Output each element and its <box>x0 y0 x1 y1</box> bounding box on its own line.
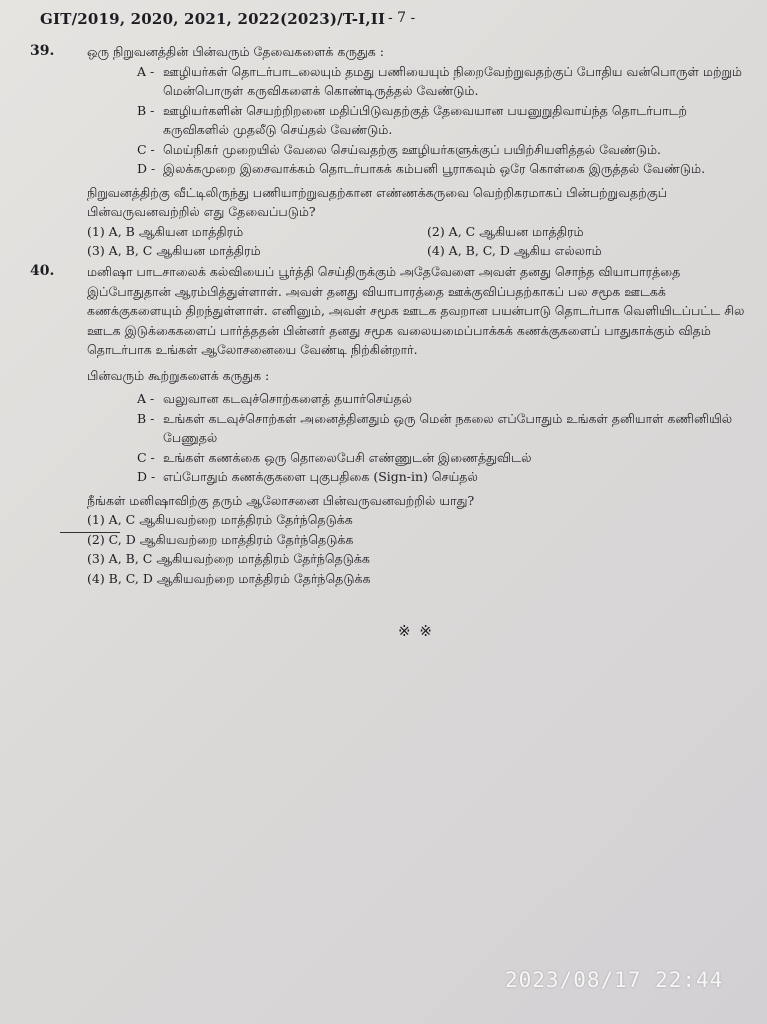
statement-text: உங்கள் கணக்கை ஒரு தொலைபேசி எண்ணுடன் இணைத்துவிடல் <box>163 449 532 465</box>
statement-text: ஊழியர்களின் செயற்றிறனை மதிப்பிடுவதற்குத் தேவையான பயனுறுதிவாய்ந்த தொடர்பாடற் கருவிகளில் முதலீடு செய்தல் வேண்டும். <box>163 102 688 137</box>
statement-d <box>137 467 745 487</box>
question-stem: ஒரு நிறுவனத்தின் பின்வரும் தேவைகளைக் கருதுக : <box>87 44 384 59</box>
answer-option-1[interactable]: (1) A, C ஆகியவற்றை மாத்திரம் தேர்ந்தெடுக்க <box>87 512 353 527</box>
statement-label: B - <box>137 410 155 426</box>
statement-label: D - <box>137 161 156 176</box>
question-stem: மனிஷா பாடசாலைக் கல்வியைப் பூர்த்தி செய்திருக்கும் அதேவேளை அவள் தனது சொந்த வியாபாரத்தை இப்போதுதான் ஆரம்பித்துள்ளாள். அவள் தனது வியாபாரத்தை ஊக்குவிப்பதற்காகப் பல சமூக ஊடகக் கணக்குகளையும் திறந்துள்ளாள். எனினும், அவள் சமூக ஊடக தவறான பயன்பாடு தொடர்பாக வெளியிடப்பட்ட சில ஊடக இடுக்கைகளைப் பார்த்ததன் பின்னர் தனது சமூக வலையமைப்பாக்கக் கணக்குகளைப் பாதுகாக்கும் விதம் தொடர்பாக உங்கள் ஆலோசனையை வேண்டி நிற்கின்றார். <box>87 264 745 357</box>
question-number: 39. <box>30 43 55 59</box>
statement-c <box>137 448 745 468</box>
answer-option-1[interactable]: (1) A, B ஆகியன மாத்திரம் <box>87 223 244 239</box>
answer-option-3[interactable]: (3) A, B, C ஆகியன மாத்திரம் <box>87 243 261 258</box>
paper-code-header: GIT/2019, 2020, 2021, 2022(2023)/T-I,II <box>40 10 386 28</box>
statement-label: B - <box>137 102 155 118</box>
consider-instruction: பின்வரும் கூற்றுகளைக் கருதுக : <box>87 367 270 383</box>
statement-text: ஊழியர்கள் தொடர்பாடலையும் தமது பணியையும் நிறைவேற்றுவதற்குப் போதிய வன்பொருள் மற்றும் மென்பொருள் கருவிகளைக் கொண்டிருத்தல் வேண்டும். <box>163 63 742 98</box>
question-text: நிறுவனத்திற்கு வீட்டிலிருந்து பணியாற்றுவதற்கான எண்ணக்கருவை வெற்றிகரமாகப் பின்பற்றுவதற்குப் பின்வருவனவற்றில் எது தேவைப்படும்? <box>87 184 668 219</box>
statement-text: வலுவான கடவுச்சொற்களைத் தயார்செய்தல் <box>163 391 412 406</box>
photo-timestamp: 2023/08/17 22:44 <box>505 968 724 992</box>
question-39 <box>30 42 745 261</box>
answer-option-3[interactable]: (3) A, B, C ஆகியவற்றை மாத்திரம் தேர்ந்தெடுக்க <box>87 551 370 566</box>
statement-a <box>137 62 745 101</box>
statement-label: A - <box>137 63 155 79</box>
statement-text: உங்கள் கடவுச்சொற்கள் அனைத்தினதும் ஒரு மென் நகலை எப்போதும் உங்கள் தனியாள் கணினியில் பேணுதல் <box>163 410 733 445</box>
answer-option-4[interactable]: (4) A, B, C, D ஆகிய எல்லாம் <box>427 243 602 258</box>
question-40 <box>30 262 745 588</box>
statement-b <box>137 409 745 448</box>
answer-option-2[interactable]: (2) C, D ஆகியவற்றை மாத்திரம் தேர்ந்தெடுக்க <box>87 531 354 547</box>
statement-label: C - <box>137 141 155 157</box>
answer-option-2[interactable]: (2) A, C ஆகியன மாத்திரம் <box>427 223 584 239</box>
statement-a <box>137 389 745 409</box>
statement-b <box>137 101 745 140</box>
statement-label: D - <box>137 469 156 484</box>
page-number: - 7 - <box>388 10 416 26</box>
answer-options <box>87 222 745 261</box>
statement-label: C - <box>137 449 155 465</box>
pencil-underline-mark <box>60 532 120 533</box>
statement-d <box>137 159 745 179</box>
answer-options <box>87 510 745 588</box>
statement-label: A - <box>137 391 155 406</box>
answer-option-4[interactable]: (4) B, C, D ஆகியவற்றை மாத்திரம் தேர்ந்தெடுக்க <box>87 570 371 586</box>
statement-text: இலக்கமுறை இசைவாக்கம் தொடர்பாகக் கம்பனி பூராகவும் ஒரே கொள்கை இருத்தல் வேண்டும். <box>163 161 706 176</box>
statement-text: எப்போதும் கணக்குகளை புகுபதிகை (Sign-in) செய்தல் <box>163 469 478 484</box>
statement-text: மெய்நிகர் முறையில் வேலை செய்வதற்கு ஊழியர்களுக்குப் பயிற்சியளித்தல் வேண்டும். <box>163 141 662 157</box>
question-number: 40. <box>30 263 55 279</box>
question-text: நீங்கள் மனிஷாவிற்கு தரும் ஆலோசனை பின்வருவனவற்றில் யாது? <box>87 492 475 508</box>
statement-c <box>137 140 745 160</box>
end-of-page-stars: ※ ※ <box>398 622 434 640</box>
